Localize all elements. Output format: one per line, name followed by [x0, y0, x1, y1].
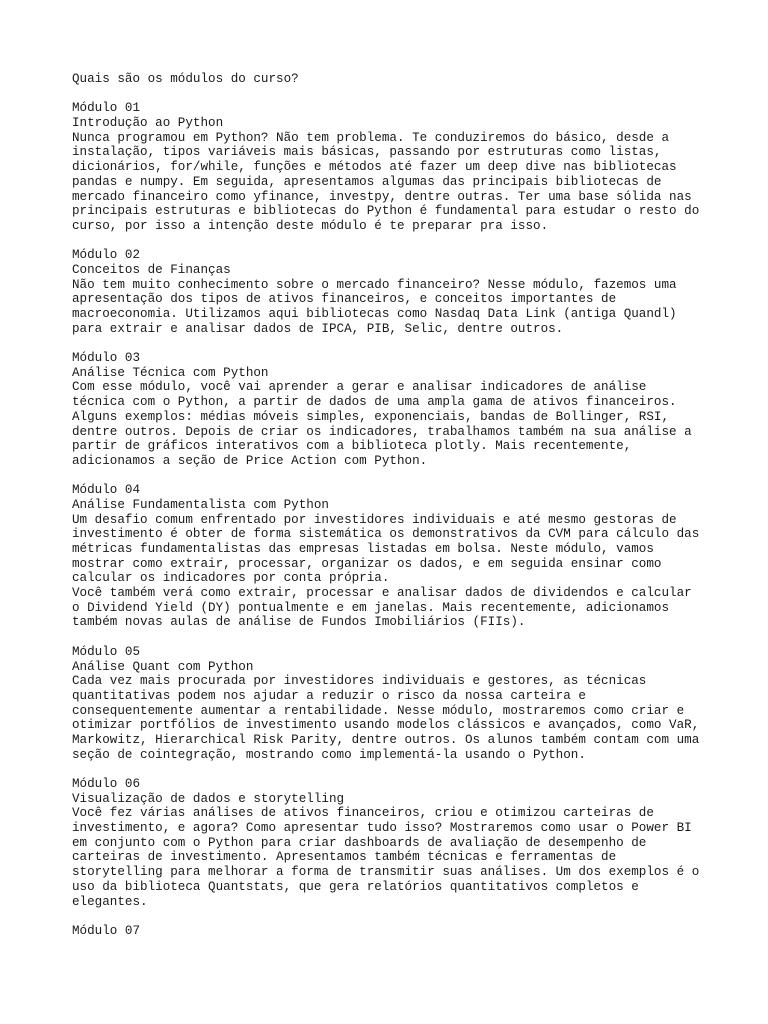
module-section [72, 101, 712, 233]
module-section [72, 645, 712, 763]
module-description-line: storytelling para melhorar a forma de transmitir suas análises. Um dos exemplos é o [72, 865, 700, 880]
document-heading: Quais são os módulos do curso? [72, 72, 299, 86]
module-description-line: consequentemente aumentar a rentabilidade. Nesse módulo, mostraremos como criar e [72, 703, 685, 718]
module-description-line: carteiras de investimento. Apresentamos também técnicas e ferramentas de [72, 850, 617, 865]
module-title: Introdução ao Python [72, 116, 224, 131]
module-description-line: Um desafio comum enfrentado por investidores individuais e até mesmo gestoras de [72, 512, 677, 527]
module-description-line: Markowitz, Hierarchical Risk Parity, dentre outros. Os alunos também contam com uma [72, 732, 700, 747]
module-title: Visualização de dados e storytelling [72, 791, 345, 806]
module-description-line: investimento é obter de forma sistemática os demonstrativos da CVM para cálculo das [72, 527, 700, 542]
spacer [72, 87, 712, 102]
spacer [72, 762, 712, 777]
spacer [72, 909, 712, 924]
module-description-line: técnica com o Python, a partir de dados de uma ampla gama de ativos financeiros. [72, 395, 677, 410]
module-description-line: calcular os indicadores por conta própria. [72, 571, 390, 586]
module-number: Módulo 06 [72, 777, 141, 791]
module-description-line: pandas e numpy. Em seguida, apresentamos algumas das principais bibliotecas de [72, 174, 662, 189]
module-title: Conceitos de Finanças [72, 262, 231, 277]
module-description-line: Nunca programou em Python? Não tem problema. Te conduziremos do básico, desde a [72, 130, 670, 145]
module-title: Análise Quant com Python [72, 659, 254, 674]
module-description-line: métricas fundamentalistas das empresas listadas em bolsa. Neste módulo, vamos [72, 542, 654, 556]
module-description-line: seção de cointegração, mostrando como implementá-la usando o Python. [72, 747, 586, 762]
module-description-line: dicionários, for/while, funções e métodos até fazer um deep dive nas bibliotecas [72, 160, 677, 175]
module-number: Módulo 03 [72, 351, 141, 366]
module-section [72, 924, 712, 939]
module-section [72, 248, 712, 336]
module-description-line: Cada vez mais procurada por investidores individuais e gestores, as técnicas [72, 674, 647, 689]
module-description-line: adicionamos a seção de Price Action com Python. [72, 453, 428, 468]
module-description-line: instalação, tipos variáveis mais básicas, passando por estruturas como listas, [72, 145, 662, 160]
module-description-line: em conjunto com o Python para criar dashboards de avaliação de desempenho de [72, 835, 647, 850]
spacer [72, 234, 712, 249]
module-section [72, 351, 712, 469]
module-description-line: uso da biblioteca Quantstats, que gera relatórios quantitativos completos e [72, 879, 639, 894]
spacer [72, 469, 712, 484]
module-description-line: Você fez várias análises de ativos financeiros, criou e otimizou carteiras de [72, 806, 654, 821]
module-description-line: o Dividend Yield (DY) pontualmente e em janelas. Mais recentemente, adicionamos [72, 600, 670, 615]
spacer [72, 336, 712, 351]
module-description-line: Alguns exemplos: médias móveis simples, exponenciais, bandas de Bollinger, RSI, [72, 409, 670, 424]
module-description-line: mercado financeiro como yfinance, investpy, dentre outras. Ter uma base sólida nas [72, 189, 692, 204]
module-description-line: investimento, e agora? Como apresentar tudo isso? Mostraremos como usar o Power BI [72, 821, 692, 836]
module-number: Módulo 04 [72, 483, 141, 498]
module-description-line: apresentação dos tipos de ativos financeiros, e conceitos importantes de [72, 292, 617, 307]
module-description-line: elegantes. [72, 894, 148, 909]
module-description-line: partir de gráficos interativos com a biblioteca plotly. Mais recentemente, [72, 439, 632, 454]
module-description-line: curso, por isso a intenção deste módulo é te preparar pra isso. [72, 218, 549, 233]
module-description-line: para extrair e analisar dados de IPCA, PIB, Selic, dentre outros. [72, 321, 564, 336]
module-list [72, 87, 712, 939]
module-section [72, 483, 712, 630]
module-description-line: principais estruturas e bibliotecas do Python é fundamental para estudar o resto do [72, 204, 700, 219]
module-title: Análise Técnica com Python [72, 365, 269, 380]
module-description-line: Você também verá como extrair, processar e analisar dados de dividendos e calcular [72, 586, 692, 601]
module-description-line: quantitativas podem nos ajudar a reduzir o risco da nossa carteira e [72, 688, 586, 703]
module-description-line: otimizar portfólios de investimento usando modelos clássicos e avançados, como VaR, [72, 718, 700, 733]
document-body [72, 72, 712, 939]
module-description-line: Não tem muito conhecimento sobre o mercado financeiro? Nesse módulo, fazemos uma [72, 277, 677, 292]
module-section [72, 777, 712, 909]
module-title: Análise Fundamentalista com Python [72, 497, 329, 512]
module-number: Módulo 02 [72, 248, 141, 263]
module-number: Módulo 01 [72, 101, 141, 116]
module-description-line: mostrar como extrair, processar, organizar os dados, e em seguida ensinar como [72, 556, 662, 571]
module-number: Módulo 07 [72, 923, 141, 938]
module-description-line: Com esse módulo, você vai aprender a gerar e analisar indicadores de análise [72, 380, 647, 395]
module-description-line: também novas aulas de análise de Fundos Imobiliários (FIIs). [72, 615, 526, 630]
module-description-line: dentre outros. Depois de criar os indicadores, trabalhamos também na sua análise a [72, 424, 692, 439]
module-number: Módulo 05 [72, 644, 141, 659]
spacer [72, 630, 712, 645]
module-description-line: macroeconomia. Utilizamos aqui bibliotecas como Nasdaq Data Link (antiga Quandl) [72, 307, 677, 321]
